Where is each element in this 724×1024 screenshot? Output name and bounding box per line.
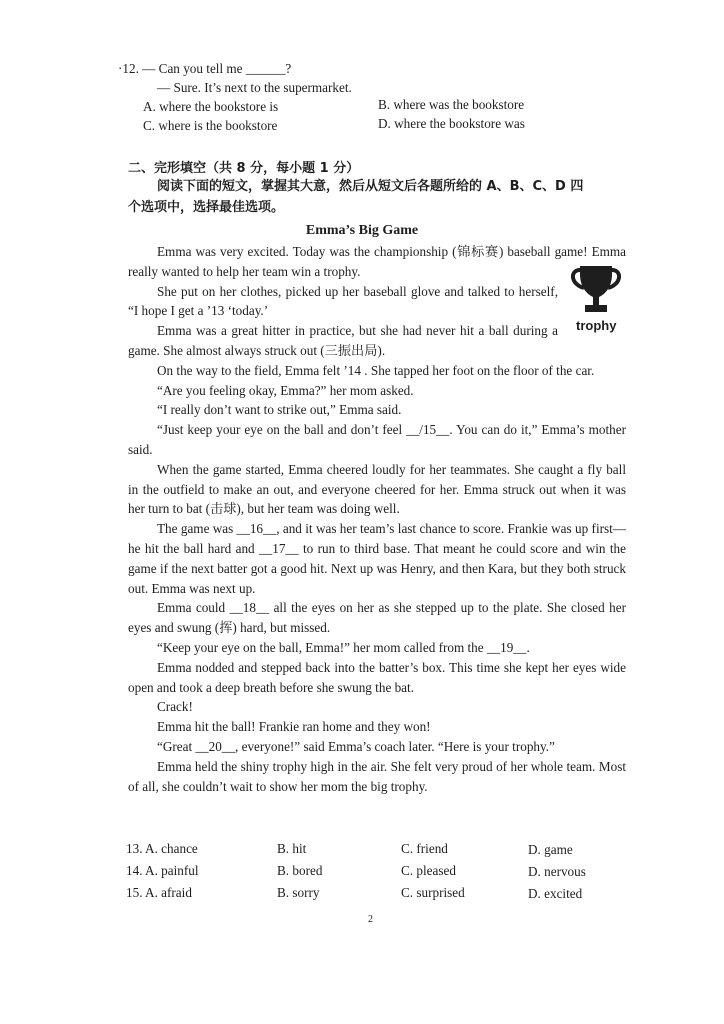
story-paragraph-1: Emma was very excited. Today was the championship (锦标赛) baseball game! Emma really wanted to help her team win a trophy. (128, 244, 626, 279)
story-body (128, 242, 626, 796)
story-paragraph-15: “Great __20__, everyone!” said Emma’s coach later. “Here is your trophy.” (157, 738, 555, 754)
q14-option-c: C. pleased (401, 863, 456, 878)
story-paragraph-16: Emma held the shiny trophy high in the air. She felt very proud of her whole team. Most of all, she couldn’t wait to show her mom the big trophy. (128, 758, 626, 794)
story-paragraph-6: “I really don’t want to strike out,” Emma said. (157, 402, 402, 418)
q14-option-a: 14. A. painful (126, 863, 199, 878)
q14-option-b: B. bored (277, 863, 323, 878)
q13-option-c: C. friend (401, 841, 448, 856)
q15-option-b: B. sorry (277, 885, 320, 900)
page-number: 2 (368, 914, 373, 925)
story-paragraph-9: The game was __16__, and it was her team’s last chance to score. Frankie was up first—he hit the ball hard and __17__ to run to third base. That meant he could score and win the game if the next batter got a good hit. Next up was Henry, and then Kara, but they both struck out. Emma was next up. (128, 521, 626, 596)
q12-reply: — Sure. It’s next to the supermarket. (157, 80, 352, 95)
trophy-label: trophy (576, 318, 617, 333)
story-paragraph-3: Emma was a great hitter in practice, but she had never hit a ball during a game. She almost always struck out (三振出局). (128, 323, 558, 358)
q15-option-c: C. surprised (401, 885, 465, 900)
story-paragraph-12: Emma nodded and stepped back into the batter’s box. This time she kept her eyes wide open and took a deep breath before she swung the bat. (128, 659, 626, 695)
section-instruction-line2: 个选项中，选择最佳选项。 (128, 200, 285, 215)
story-paragraph-14: Emma hit the ball! Frankie ran home and they won! (157, 719, 431, 735)
section-instruction-line1: 阅读下面的短文，掌握其大意，然后从短文后各题所给的 A、B、C、D 四 (157, 179, 584, 194)
q12-stem: ·12. — Can you tell me ______? (118, 61, 292, 76)
story-paragraph-2: She put on her clothes, picked up her baseball glove and talked to herself, “I hope I get a ’13 ‘today.’ (128, 283, 558, 319)
q15-option-d: D. excited (528, 886, 583, 901)
story-paragraph-13: Crack! (157, 699, 193, 715)
q15-option-a: 15. A. afraid (126, 885, 192, 900)
story-paragraph-8: When the game started, Emma cheered loudly for her teammates. She caught a fly ball in the outfield to make an out, and everyone cheered for her. Emma struck out when it was her turn to bat (击球), but her team was doing well. (128, 461, 626, 517)
q13-option-b: B. hit (277, 841, 307, 856)
q12-option-a: A. where the bookstore is (143, 99, 279, 114)
story-paragraph-5: “Are you feeling okay, Emma?” her mom asked. (157, 382, 414, 398)
q12-option-b: B. where was the bookstore (378, 97, 525, 112)
story-paragraph-10: Emma could __18__ all the eyes on her as she stepped up to the plate. She closed her eyes and swung (挥) hard, but missed. (128, 600, 626, 636)
story-paragraph-7: “Just keep your eye on the ball and don’t feel __/15__. You can do it,” Emma’s mother said. (128, 422, 626, 457)
q12-option-d: D. where the bookstore was (378, 116, 525, 131)
story-paragraph-11: “Keep your eye on the ball, Emma!” her mom called from the __19__. (157, 639, 530, 655)
q13-option-a: 13. A. chance (126, 841, 198, 856)
q13-option-d: D. game (528, 842, 573, 857)
q12-option-c: C. where is the bookstore (143, 118, 278, 133)
q14-option-d: D. nervous (528, 864, 586, 879)
section-heading: 二、完形填空（共 8 分，每小题 1 分） (128, 161, 360, 176)
story-paragraph-4: On the way to the field, Emma felt ’14 . She tapped her foot on the floor of the car. (157, 362, 595, 378)
story-title: Emma’s Big Game (305, 223, 419, 238)
